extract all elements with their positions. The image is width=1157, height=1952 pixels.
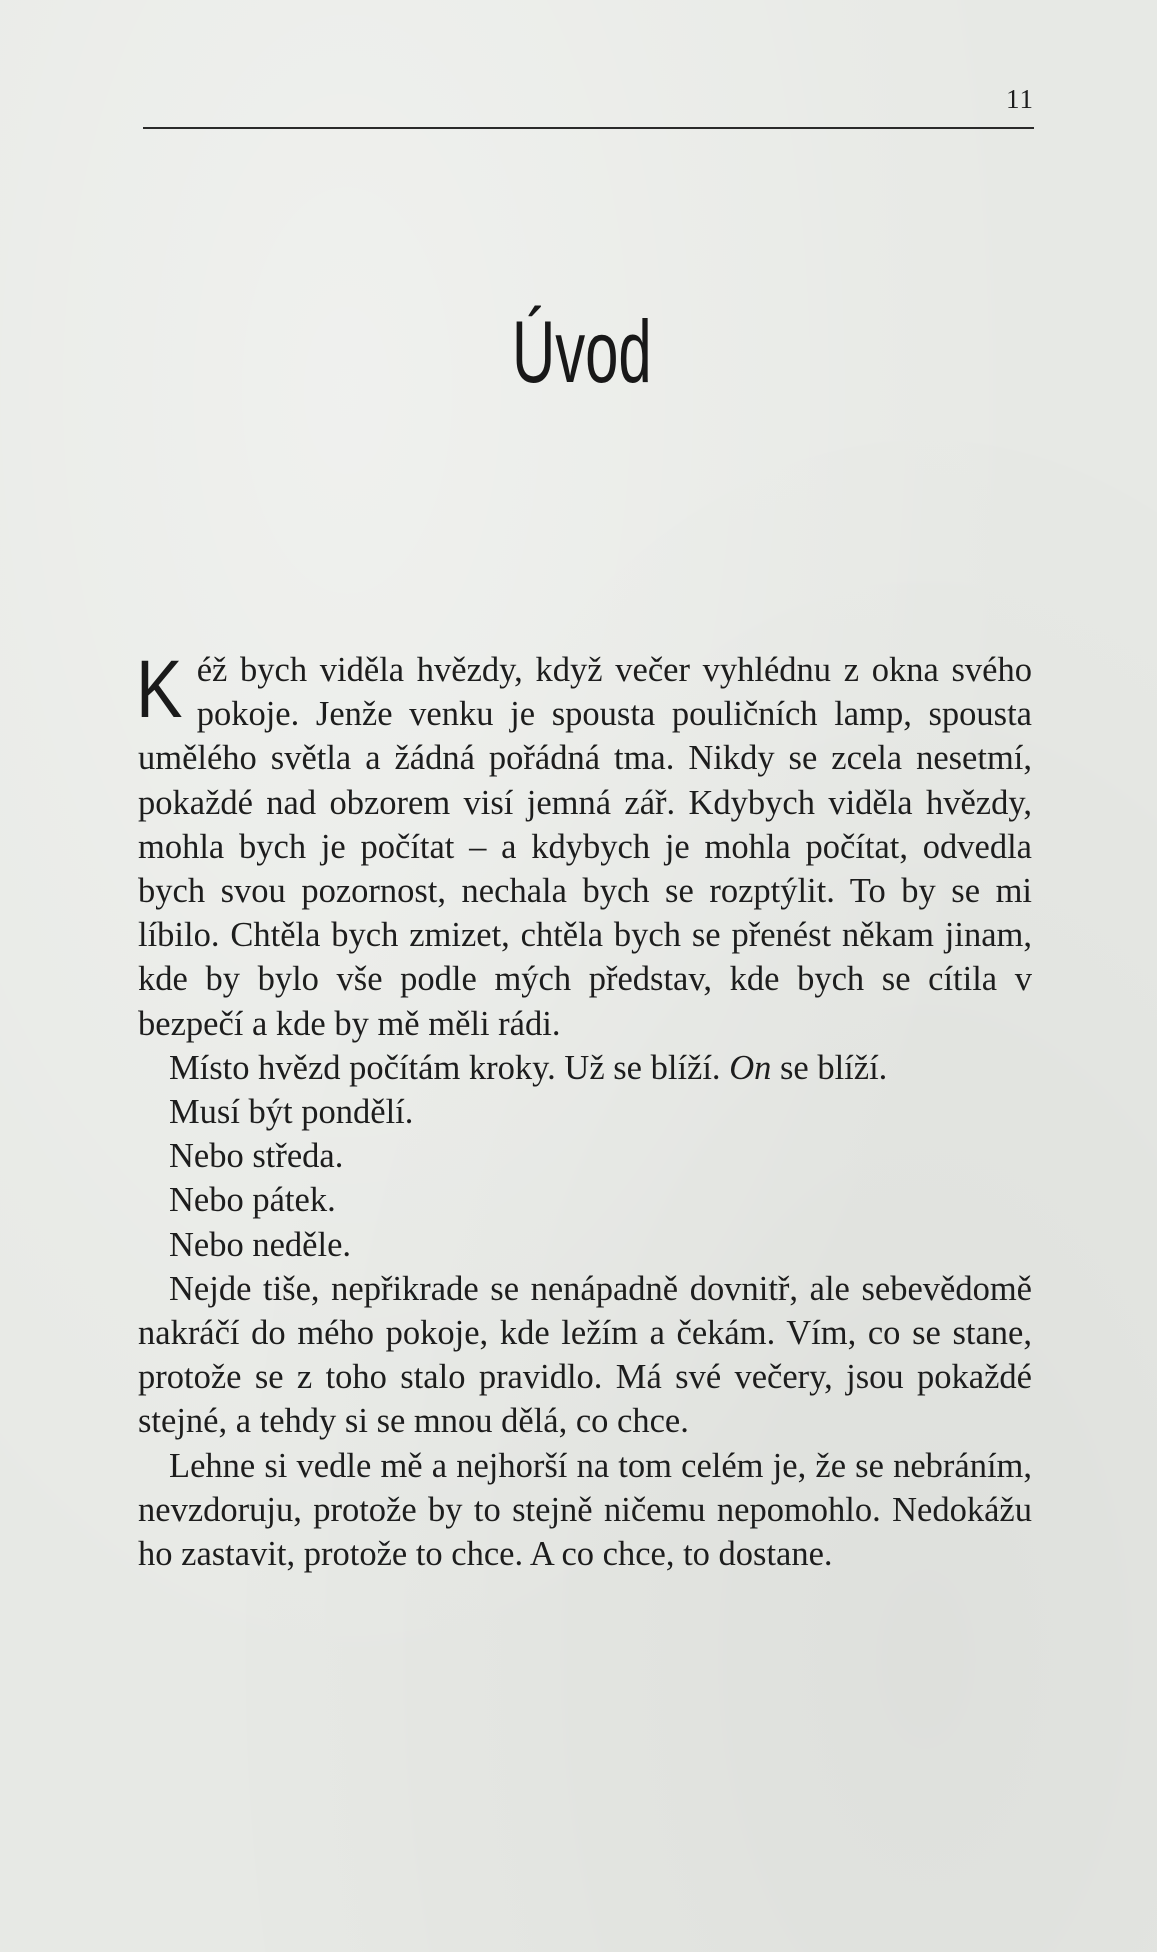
header-rule xyxy=(143,127,1034,129)
paragraph-1-text: éž bych viděla hvězdy, když večer vyhlédnu z okna svého pokoje. Jenže venku je spousta pouličních lamp, spousta umělého světla a žádná pořádná tma. Nikdy se zcela nesetmí, pokaždé nad obzorem visí jemná zář. Kdybych viděla hvězdy, mohla bych je počítat – a kdybych je mohla počítat, odvedla bych svou pozornost, nechala bych se rozptýlit. To by se mi líbilo. Chtěla bych zmizet, chtěla bych se přenést někam jinam, kde by bylo vše podle mých představ, kde bych se cítila v bezpečí a kde by mě měli rádi. xyxy=(138,651,1032,1043)
paragraph-2-text-after: se blíží. xyxy=(771,1048,888,1087)
paragraph-8: Lehne si vedle mě a nejhorší na tom celém je, že se nebráním, nevzdoruju, protože by to stejně ničemu nepomohlo. Nedokážu ho zastavit, protože to chce. A co chce, to dostane. xyxy=(138,1446,1032,1574)
paragraph-1 xyxy=(136,644,1032,1046)
paragraph-2-text-before: Místo hvězd počítám kroky. Už se blíží. xyxy=(169,1048,730,1087)
paragraph-5: Nebo pátek. xyxy=(169,1181,336,1220)
drop-cap: K xyxy=(136,644,183,735)
paragraph-2-emphasis: On xyxy=(729,1048,772,1087)
page-number: 11 xyxy=(1006,84,1034,114)
paragraph-7: Nejde tiše, nepřikrade se nenápadně dovnitř, ale sebevědomě nakráčí do mého pokoje, kde ležím a čekám. Vím, co se stane, protože se z toho stalo pravidlo. Má své večery, jsou pokaždé stejné, a tehdy si se mnou dělá, co chce. xyxy=(138,1269,1032,1441)
body-text xyxy=(136,644,1032,1576)
paragraph-2 xyxy=(138,1046,1032,1090)
paragraph-6: Nebo neděle. xyxy=(169,1225,352,1264)
chapter-title: Úvod xyxy=(512,302,652,401)
paragraph-3: Musí být pondělí. xyxy=(169,1093,414,1132)
paragraph-4: Nebo středa. xyxy=(169,1137,344,1176)
